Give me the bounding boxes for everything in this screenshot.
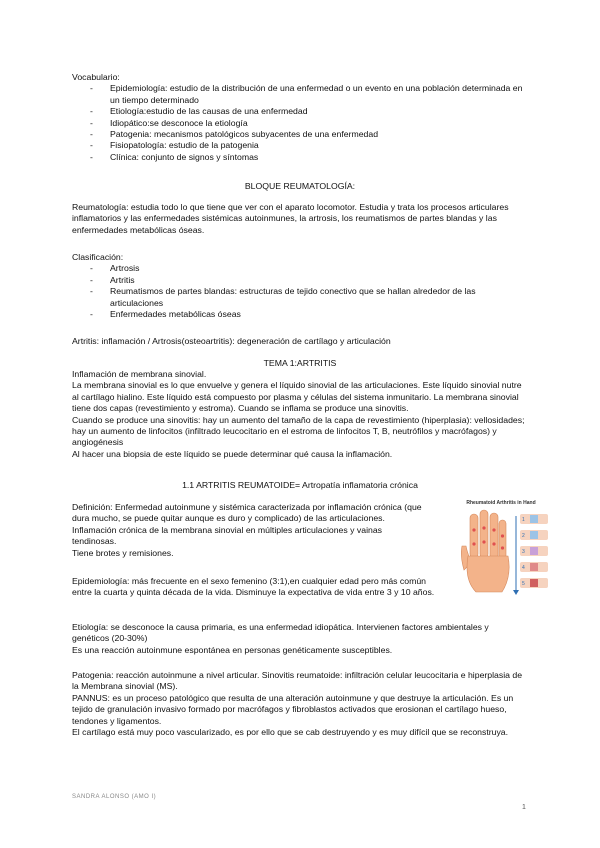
list-item: - Etiología:estudio de las causas de una enfermedad: [72, 106, 528, 117]
list-item: - Enfermedades metabólicas óseas: [72, 309, 528, 320]
list-item: - Reumatismos de partes blandas: estructuras de tejido conectivo que se hallan alrededor de las articulaciones: [72, 286, 528, 309]
reumatologia-paragraph: Reumatología: estudia todo lo que tiene que ver con el aparato locomotor. Estudia y trata los procesos articulares inflamatorios y las enfermedades sistémicas autoinmunes, la artrosis, los reumatismos de partes blandas y las enfermedades metabólicas óseas.: [72, 202, 509, 235]
epidemiologia-paragraph: Epidemiología: más frecuente en el sexo femenino (3:1),en cualquier edad pero más común entre la cuarta y quinta década de la vida. Disminuye la expectativa de vida entre 3 y 10 años.: [72, 576, 435, 598]
sinovial-line: La membrana sinovial es lo que envuelve y genera el líquido sinovial de las articulaciones. Este líquido sinovial nutre al cartílago hialino. Este líquido está compuesto por plasma y células del sistema inmunitario. La membrana sinovial tiene dos capas (revestimiento y estroma). Cuando se inflama se produce una sinovitis.: [72, 380, 522, 414]
clasificacion-heading: Clasificación:: [72, 252, 124, 262]
patogenia-line: PANNUS: es un proceso patológico que resulta de una alteración autoinmune y que destruye la articulación. Es un tejido de granulación invasivo formado por macrófagos y fibroblastos activados que erosionan el cartílago hueso, tendones y ligamentos.: [72, 692, 514, 726]
patogenia-section: [72, 670, 528, 738]
list-item: - Artritis: [72, 275, 528, 286]
patogenia-line: El cartílago está muy poco vascularizado, es por ello que se cab destruyendo y es muy difícil que se reconstruya.: [72, 727, 509, 738]
definicion-line: Tiene brotes y remisiones.: [72, 547, 174, 558]
sinovial-line: Al hacer una biopsia de este líquido se puede determinar qué causa la inflamación.: [72, 448, 393, 459]
ar-title: 1.1 ARTRITIS REUMATOIDE= Artropatía inflamatoria crónica: [182, 480, 418, 490]
stage-numbers: [522, 517, 525, 587]
clasificacion-list: [72, 263, 528, 320]
stage-number: 5: [522, 581, 525, 587]
sinovial-section: [72, 369, 528, 460]
figure-title: Rheumatoid Arthritis in Hand: [466, 500, 536, 506]
stage-number: 4: [522, 565, 525, 571]
list-item: - Epidemiología: estudio de la distribución de una enfermedad o un evento en una población determinada en un tiempo determinado: [72, 83, 528, 106]
bloque-title: BLOQUE REUMATOLOGÍA:: [244, 181, 356, 191]
sinovial-line: Inflamación de membrana sinovial.: [72, 369, 207, 379]
etiologia-line: Etiología: se desconoce la causa primaria, es una enfermedad idiopática. Intervienen factores ambientales y genéticos (20-30%): [72, 622, 489, 644]
sinovial-line: Cuando se produce una sinovitis: hay un aumento del tamaño de la capa de revestimiento (hiperplasia): vellosidades; hay un aumento de linfocitos (infiltrado leucocitario en el estroma de linfocitos T, B, neutrófilos y macrófagos) y angiogénesis: [72, 414, 525, 448]
footer-author: SANDRA ALONSO (AMO I): [72, 794, 157, 800]
stage-number: 2: [522, 533, 525, 539]
hand-shape: [461, 510, 509, 592]
patogenia-line: Patogenia: reacción autoinmune a nivel articular. Sinovitis reumatoide: infiltración celular leucocitaria e hiperplasia de la Membrana sinovial (MS).: [72, 670, 523, 692]
definicion-line: Inflamación crónica de la membrana sinovial en múltiples articulaciones y vainas tendinosas.: [72, 524, 383, 547]
etiologia-section: [72, 622, 528, 656]
list-item: - Fisiopatología: estudio de la patogenia: [72, 140, 528, 151]
etiologia-line: Es una reacción autoinmune espontánea en personas genéticamente susceptibles.: [72, 644, 393, 655]
definicion-section: [72, 502, 427, 559]
list-item: - Artrosis: [72, 263, 528, 274]
vocab-heading: Vocabulario:: [72, 72, 120, 82]
page-number: 1: [522, 804, 526, 811]
stage-column: [513, 514, 548, 595]
stage-number: 3: [522, 549, 525, 555]
definicion-line: Definición: Enfermedad autoinmune y sistémica caracterizada por inflamación crónica (que dura mucho, se puede quitar aunque es duro y complicado) de las articulaciones.: [72, 502, 422, 524]
hand-illustration-svg: [446, 500, 556, 610]
clasificacion-section: [72, 252, 528, 320]
list-item: - Patogenia: mecanismos patológicos subyacentes de una enfermedad: [72, 129, 528, 140]
list-item: - Clínica: conjunto de signos y síntomas: [72, 152, 528, 163]
stage-number: 1: [522, 517, 525, 523]
tema-title: TEMA 1:ARTRITIS: [263, 358, 337, 368]
list-item: - Idiopático:se desconoce la etiología: [72, 118, 528, 129]
vocab-list: [72, 83, 528, 163]
artritis-definition: Artritis: inflamación / Artrosis(osteoartritis): degeneración de cartílago y articulación: [72, 336, 391, 346]
vocab-section: [72, 72, 528, 163]
rheumatoid-hand-figure: [446, 500, 556, 610]
